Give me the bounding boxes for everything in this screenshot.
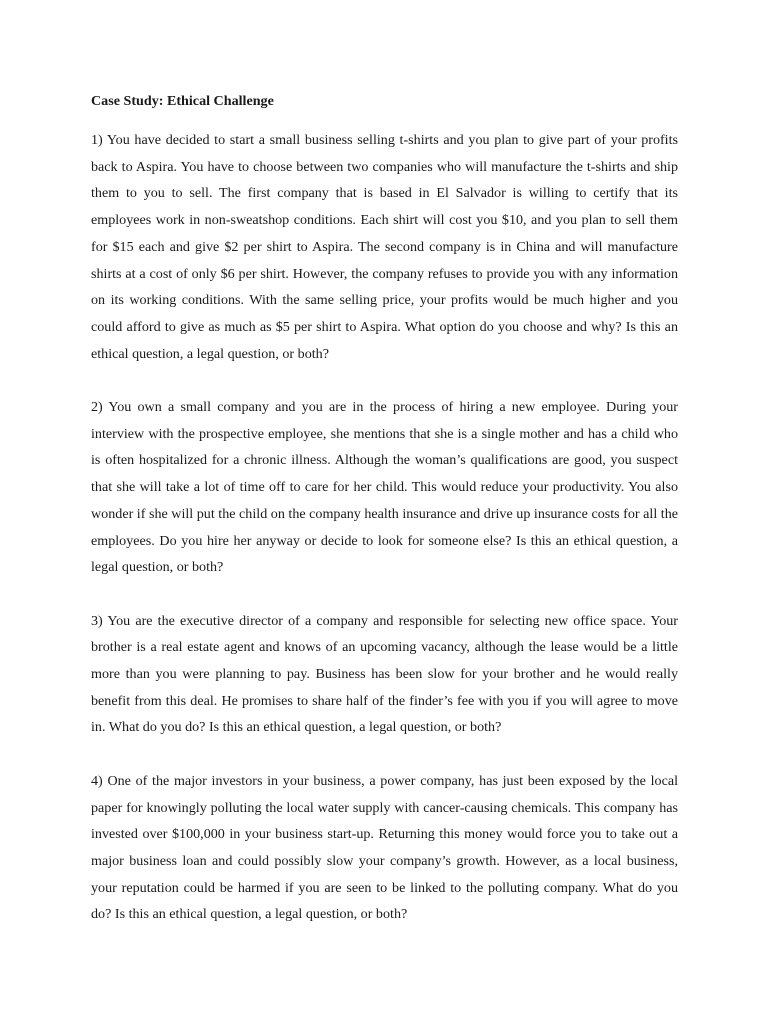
question-2: 2) You own a small company and you are in the process of hiring a new employee. During your interview with the prospective employee, she mentions that she is a single mother and has a child who is often hospitalized for a chronic illness. Although the woman’s qualifications are good, you suspect that she will take a lot of time off to care for her child. This would reduce your productivity. You also wonder if she will put the child on the company health insurance and drive up insurance costs for all the employees. Do you hire her anyway or decide to look for someone else? Is this an ethical question, a legal question, or both? bbox=[91, 399, 678, 576]
question-4: 4) One of the major investors in your business, a power company, has just been exposed by the local paper for knowingly polluting the local water supply with cancer-causing chemicals. This company has invested over $100,000 in your business start-up. Returning this money would force you to take out a major business loan and could possibly slow your company’s growth. However, as a local business, your reputation could be harmed if you are seen to be linked to the polluting company. What do you do? Is this an ethical question, a legal question, or both? bbox=[91, 772, 678, 923]
question-3: 3) You are the executive director of a company and responsible for selecting new office space. Your brother is a real estate agent and knows of an upcoming vacancy, although the lease would be a little more than you were planning to pay. Business has been slow for your brother and he would really benefit from this deal. He promises to share half of the finder’s fee with you if you will agree to move in. What do you do? Is this an ethical question, a legal question, or both? bbox=[91, 612, 678, 736]
document-body bbox=[91, 90, 678, 955]
question-1: 1) You have decided to start a small business selling t-shirts and you plan to give part of your profits back to Aspira. You have to choose between two companies who will manufacture the t-shirts and ship them to you to sell. The first company that is based in El Salvador is willing to certify that its employees work in non-sweatshop conditions. Each shirt will cost you $10, and you plan to sell them for $15 each and give $2 per shirt to Aspira. The second company is in China and will manufacture shirts at a cost of only $6 per shirt. However, the company refuses to provide you with any information on its working conditions. With the same selling price, your profits would be much higher and you could afford to give as much as $5 per shirt to Aspira. What option do you choose and why? Is this an ethical question, a legal question, or both? bbox=[91, 132, 678, 362]
document-title: Case Study: Ethical Challenge bbox=[91, 93, 274, 109]
